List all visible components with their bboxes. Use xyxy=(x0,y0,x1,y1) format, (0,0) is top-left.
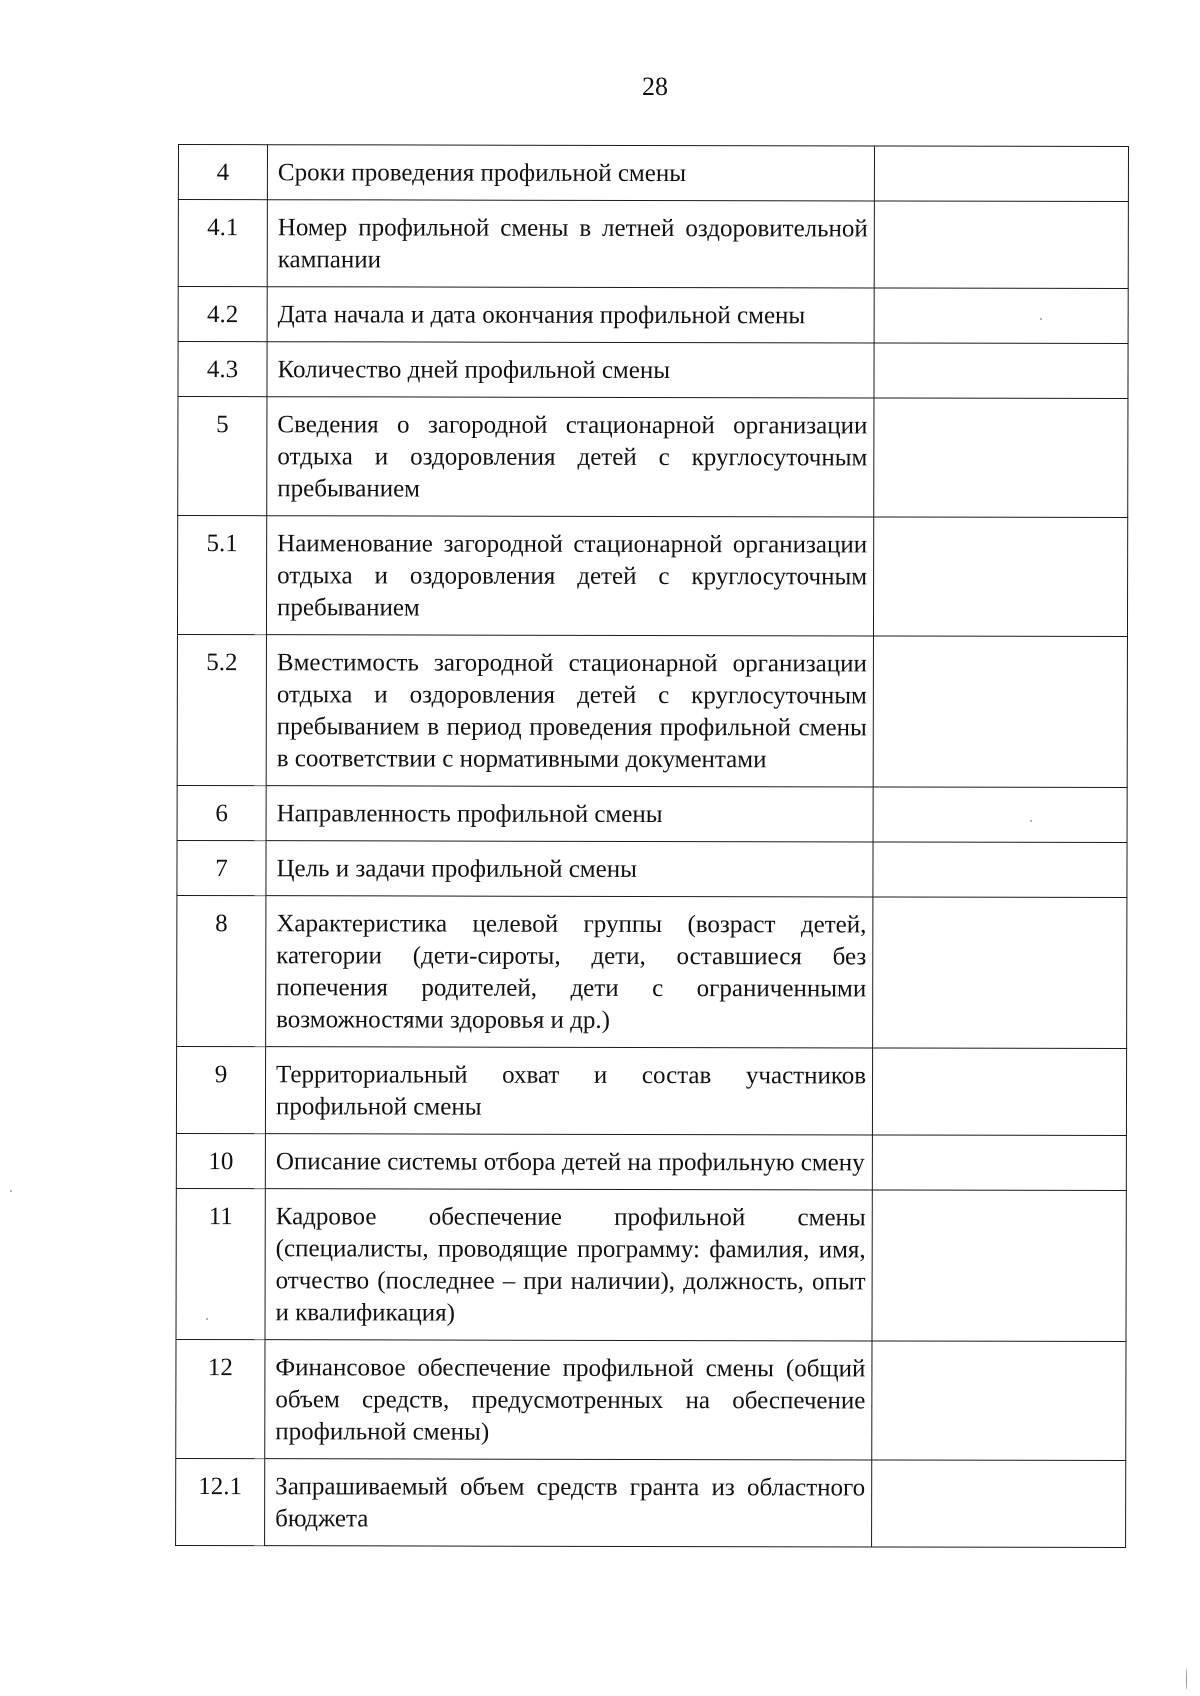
row-value-cell[interactable] xyxy=(874,201,1128,289)
row-description-cell: Сроки проведения профильной смены xyxy=(267,145,874,201)
row-number-cell: 4.1 xyxy=(178,200,267,287)
row-description-cell: Дата начала и дата окончания профильной смены xyxy=(267,287,874,343)
row-number-cell: 6 xyxy=(177,785,266,840)
row-description-cell: Характеристика целевой группы (возраст детей, категории (дети-сироты, дети, оставшиеся без попечения родителей, дети с ограниченными возможностями здоровья и др.) xyxy=(266,896,873,1048)
table-row xyxy=(176,1046,1126,1135)
row-value-cell[interactable] xyxy=(872,1341,1126,1461)
row-value-cell[interactable] xyxy=(873,842,1127,898)
row-number-cell: 10 xyxy=(176,1133,265,1188)
table-row xyxy=(177,895,1127,1048)
row-number-cell: 12 xyxy=(176,1339,265,1458)
table-row xyxy=(177,785,1127,842)
row-value-cell[interactable] xyxy=(874,146,1128,202)
row-number-cell: 4.3 xyxy=(178,342,267,397)
page-number: 28 xyxy=(642,72,668,101)
scan-speck xyxy=(1030,820,1032,822)
table-row xyxy=(176,1133,1126,1190)
row-value-cell[interactable] xyxy=(873,636,1127,788)
row-number-cell: 7 xyxy=(177,840,266,895)
row-value-cell[interactable] xyxy=(873,897,1127,1049)
row-description-cell: Номер профильной смены в летней оздоровительной кампании xyxy=(267,200,874,288)
row-number-cell: 8 xyxy=(177,895,266,1046)
table-row xyxy=(176,1188,1126,1341)
table-row xyxy=(177,635,1127,788)
application-form-table xyxy=(175,144,1129,1548)
row-number-cell: 4.2 xyxy=(178,287,267,342)
table-row xyxy=(178,287,1128,344)
row-description-cell: Кадровое обеспечение профильной смены (специалисты, проводящие программу: фамилия, имя, отчество (последнее – при наличии), должность, опыт и квалификация) xyxy=(265,1189,872,1341)
row-number-cell: 9 xyxy=(176,1046,265,1133)
row-description-cell: Цель и задачи профильной смены xyxy=(266,841,873,897)
table-row xyxy=(177,516,1127,637)
row-value-cell[interactable] xyxy=(872,1135,1126,1191)
row-number-cell: 5.2 xyxy=(177,635,266,786)
row-description-cell: Описание системы отбора детей на профильную смену xyxy=(265,1134,872,1190)
row-description-cell: Вместимость загородной стационарной организации отдыха и оздоровления детей с круглосуточным пребыванием в период проведения профильной смены в соответствии с нормативными документами xyxy=(266,635,873,787)
scan-speck xyxy=(10,1190,12,1192)
table-row xyxy=(178,145,1128,202)
row-description-cell: Наименование загородной стационарной организации отдыха и оздоровления детей с круглосуточным пребыванием xyxy=(266,516,873,636)
table-row xyxy=(178,200,1128,289)
table-row xyxy=(177,840,1127,897)
row-description-cell: Финансовое обеспечение профильной смены (общий объем средств, предусмотренных на обеспечение профильной смены) xyxy=(265,1340,872,1460)
row-value-cell[interactable] xyxy=(872,1048,1126,1136)
row-value-cell[interactable] xyxy=(874,288,1128,344)
row-value-cell[interactable] xyxy=(874,343,1128,399)
row-description-cell: Направленность профильной смены xyxy=(266,786,873,842)
row-value-cell[interactable] xyxy=(872,1460,1126,1548)
row-value-cell[interactable] xyxy=(873,517,1127,637)
row-description-cell: Запрашиваемый объем средств гранта из областного бюджета xyxy=(265,1459,872,1547)
row-description-cell: Территориальный охват и состав участников профильной смены xyxy=(265,1047,872,1135)
scan-speck xyxy=(1040,318,1042,320)
row-value-cell[interactable] xyxy=(874,398,1128,518)
row-description-cell: Сведения о загородной стационарной организации отдыха и оздоровления детей с круглосуточным пребыванием xyxy=(267,397,874,517)
table-row xyxy=(176,1458,1126,1547)
table-row xyxy=(176,1339,1126,1460)
row-number-cell: 4 xyxy=(178,145,267,200)
row-number-cell: 5.1 xyxy=(177,516,266,635)
table-row xyxy=(178,342,1128,399)
row-value-cell[interactable] xyxy=(873,787,1127,843)
row-description-cell: Количество дней профильной смены xyxy=(267,342,874,398)
scan-speck xyxy=(1186,1668,1187,1690)
scan-speck xyxy=(206,1318,208,1320)
row-number-cell: 11 xyxy=(176,1188,265,1339)
row-number-cell: 12.1 xyxy=(176,1458,265,1545)
table-row xyxy=(178,397,1128,518)
row-value-cell[interactable] xyxy=(872,1190,1126,1342)
row-number-cell: 5 xyxy=(178,397,267,516)
